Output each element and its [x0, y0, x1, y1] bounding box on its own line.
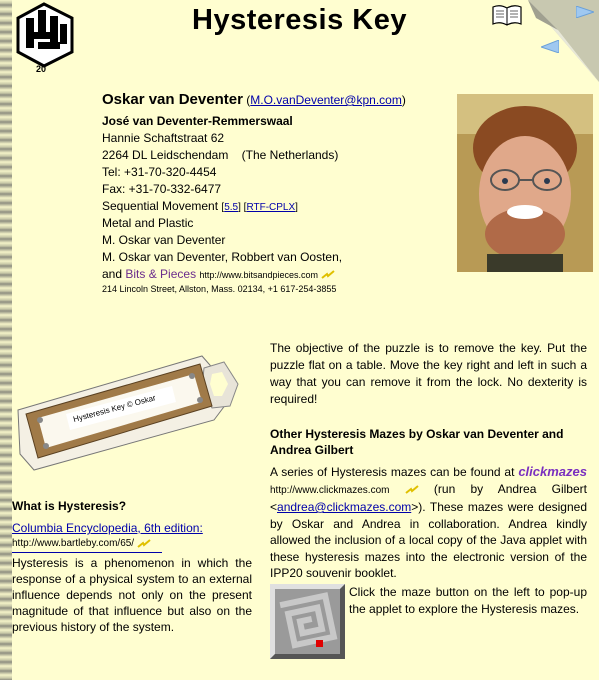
what-is-hysteresis-heading: What is Hysteresis? — [12, 499, 127, 513]
divider-line — [12, 552, 162, 553]
brand-click: click — [518, 464, 548, 479]
produced-by-value: M. Oskar van Deventer, Robbert van Oosten, — [102, 250, 343, 264]
clickmazes-brand — [518, 464, 587, 479]
series-paragraph — [270, 464, 587, 582]
next-page-arrow-icon[interactable] — [576, 6, 594, 18]
series-mid: (run by Andrea Gilbert < — [270, 481, 587, 514]
clickmazes-url-link[interactable]: http://www.clickmazes.com — [270, 484, 390, 496]
maze-instructions: Click the maze button on the left to pop-up the applet to explore the Hysteresis mazes. — [349, 585, 587, 616]
bartleby-url-link[interactable]: http://www.bartleby.com/65/ — [12, 538, 135, 549]
type-ref1-close: ] — [238, 202, 241, 213]
link-lightning-icon — [405, 485, 419, 494]
brand-mazes: mazes — [547, 464, 587, 479]
email-close-paren: ) — [401, 93, 406, 107]
type-ref-rtf-cplx-link[interactable]: RTF-CPLX — [246, 202, 296, 213]
type-ref1-open: [ — [221, 202, 225, 213]
produced-by-and: and — [102, 267, 123, 281]
material-value: Metal and Plastic — [102, 216, 194, 230]
producer-address: 214 Lincoln Street, Allston, Mass. 02134, +1 617-254-3855 — [102, 284, 337, 294]
address-line1: Hannie Schaftstraat 62 — [102, 131, 225, 145]
hysteresis-key-puzzle-image — [16, 354, 242, 472]
assistant-name: José van Deventer-Remmerswaal — [102, 114, 293, 128]
designed-by-value: M. Oskar van Deventer — [102, 233, 226, 247]
page-title: Hysteresis Key — [192, 4, 407, 36]
type-ref-5-5-link[interactable]: 5.5 — [224, 202, 239, 213]
hysteresis-definition: Hysteresis is a phenomenon in which the response of a physical system to an external influence depends not only on the present magnitude of that influence but also on the previous history of the system. — [12, 556, 252, 634]
prev-page-arrow-icon[interactable] — [541, 40, 559, 53]
participant-photo — [457, 94, 593, 272]
link-lightning-icon — [137, 539, 151, 548]
participant-name: Oskar van Deventer — [102, 91, 243, 108]
address-line2: 2264 DL Leidschendam (The Netherlands) — [102, 148, 339, 162]
participant-email-link[interactable]: M.O.vanDeventer@kpn.com — [250, 93, 402, 107]
email-open-paren: ( — [246, 93, 251, 107]
type-value: Sequential Movement — [102, 199, 219, 213]
puzzle-label: Hysteresis Key © Oskar — [72, 393, 157, 424]
producer-company: Bits & Pieces — [125, 267, 197, 281]
type-ref2-open: [ — [243, 202, 247, 213]
address-fax: Fax: +31-70-332-6477 — [102, 182, 222, 196]
series-after: >). These mazes were designed by Oskar and Andrea in collaboration. Andrea kindly allowed the inclusion of a local copy of the Java applet with these hysteresis mazes into the electronic version of the IPP20 souvenir booklet. — [270, 500, 587, 580]
encyclopedia-link[interactable]: Columbia Encyclopedia, 6th edition: — [12, 521, 203, 535]
book-icon[interactable] — [491, 4, 523, 26]
bartleby-url-row — [12, 538, 151, 549]
address-tel: Tel: +31-70-320-4454 — [102, 165, 217, 179]
objective-text: The objective of the puzzle is to remove the key. Put the puzzle flat on a table. Move the key right and left in such a way that you can remove it from the lock. No dexterity is required! — [270, 341, 587, 406]
andrea-email-link[interactable]: andrea@clickmazes.com — [277, 500, 412, 514]
logo-number: 20 — [36, 64, 47, 74]
maze-button[interactable] — [270, 584, 345, 659]
producer-url-link[interactable]: http://www.bitsandpieces.com — [199, 270, 318, 280]
binder-spiral — [0, 0, 12, 680]
type-ref2-close: ] — [295, 202, 298, 213]
link-lightning-icon — [321, 270, 335, 279]
other-mazes-heading: Other Hysteresis Mazes by Oskar van Deventer and Andrea Gilbert — [270, 427, 564, 457]
series-before: A series of Hysteresis mazes can be found at — [270, 465, 515, 479]
